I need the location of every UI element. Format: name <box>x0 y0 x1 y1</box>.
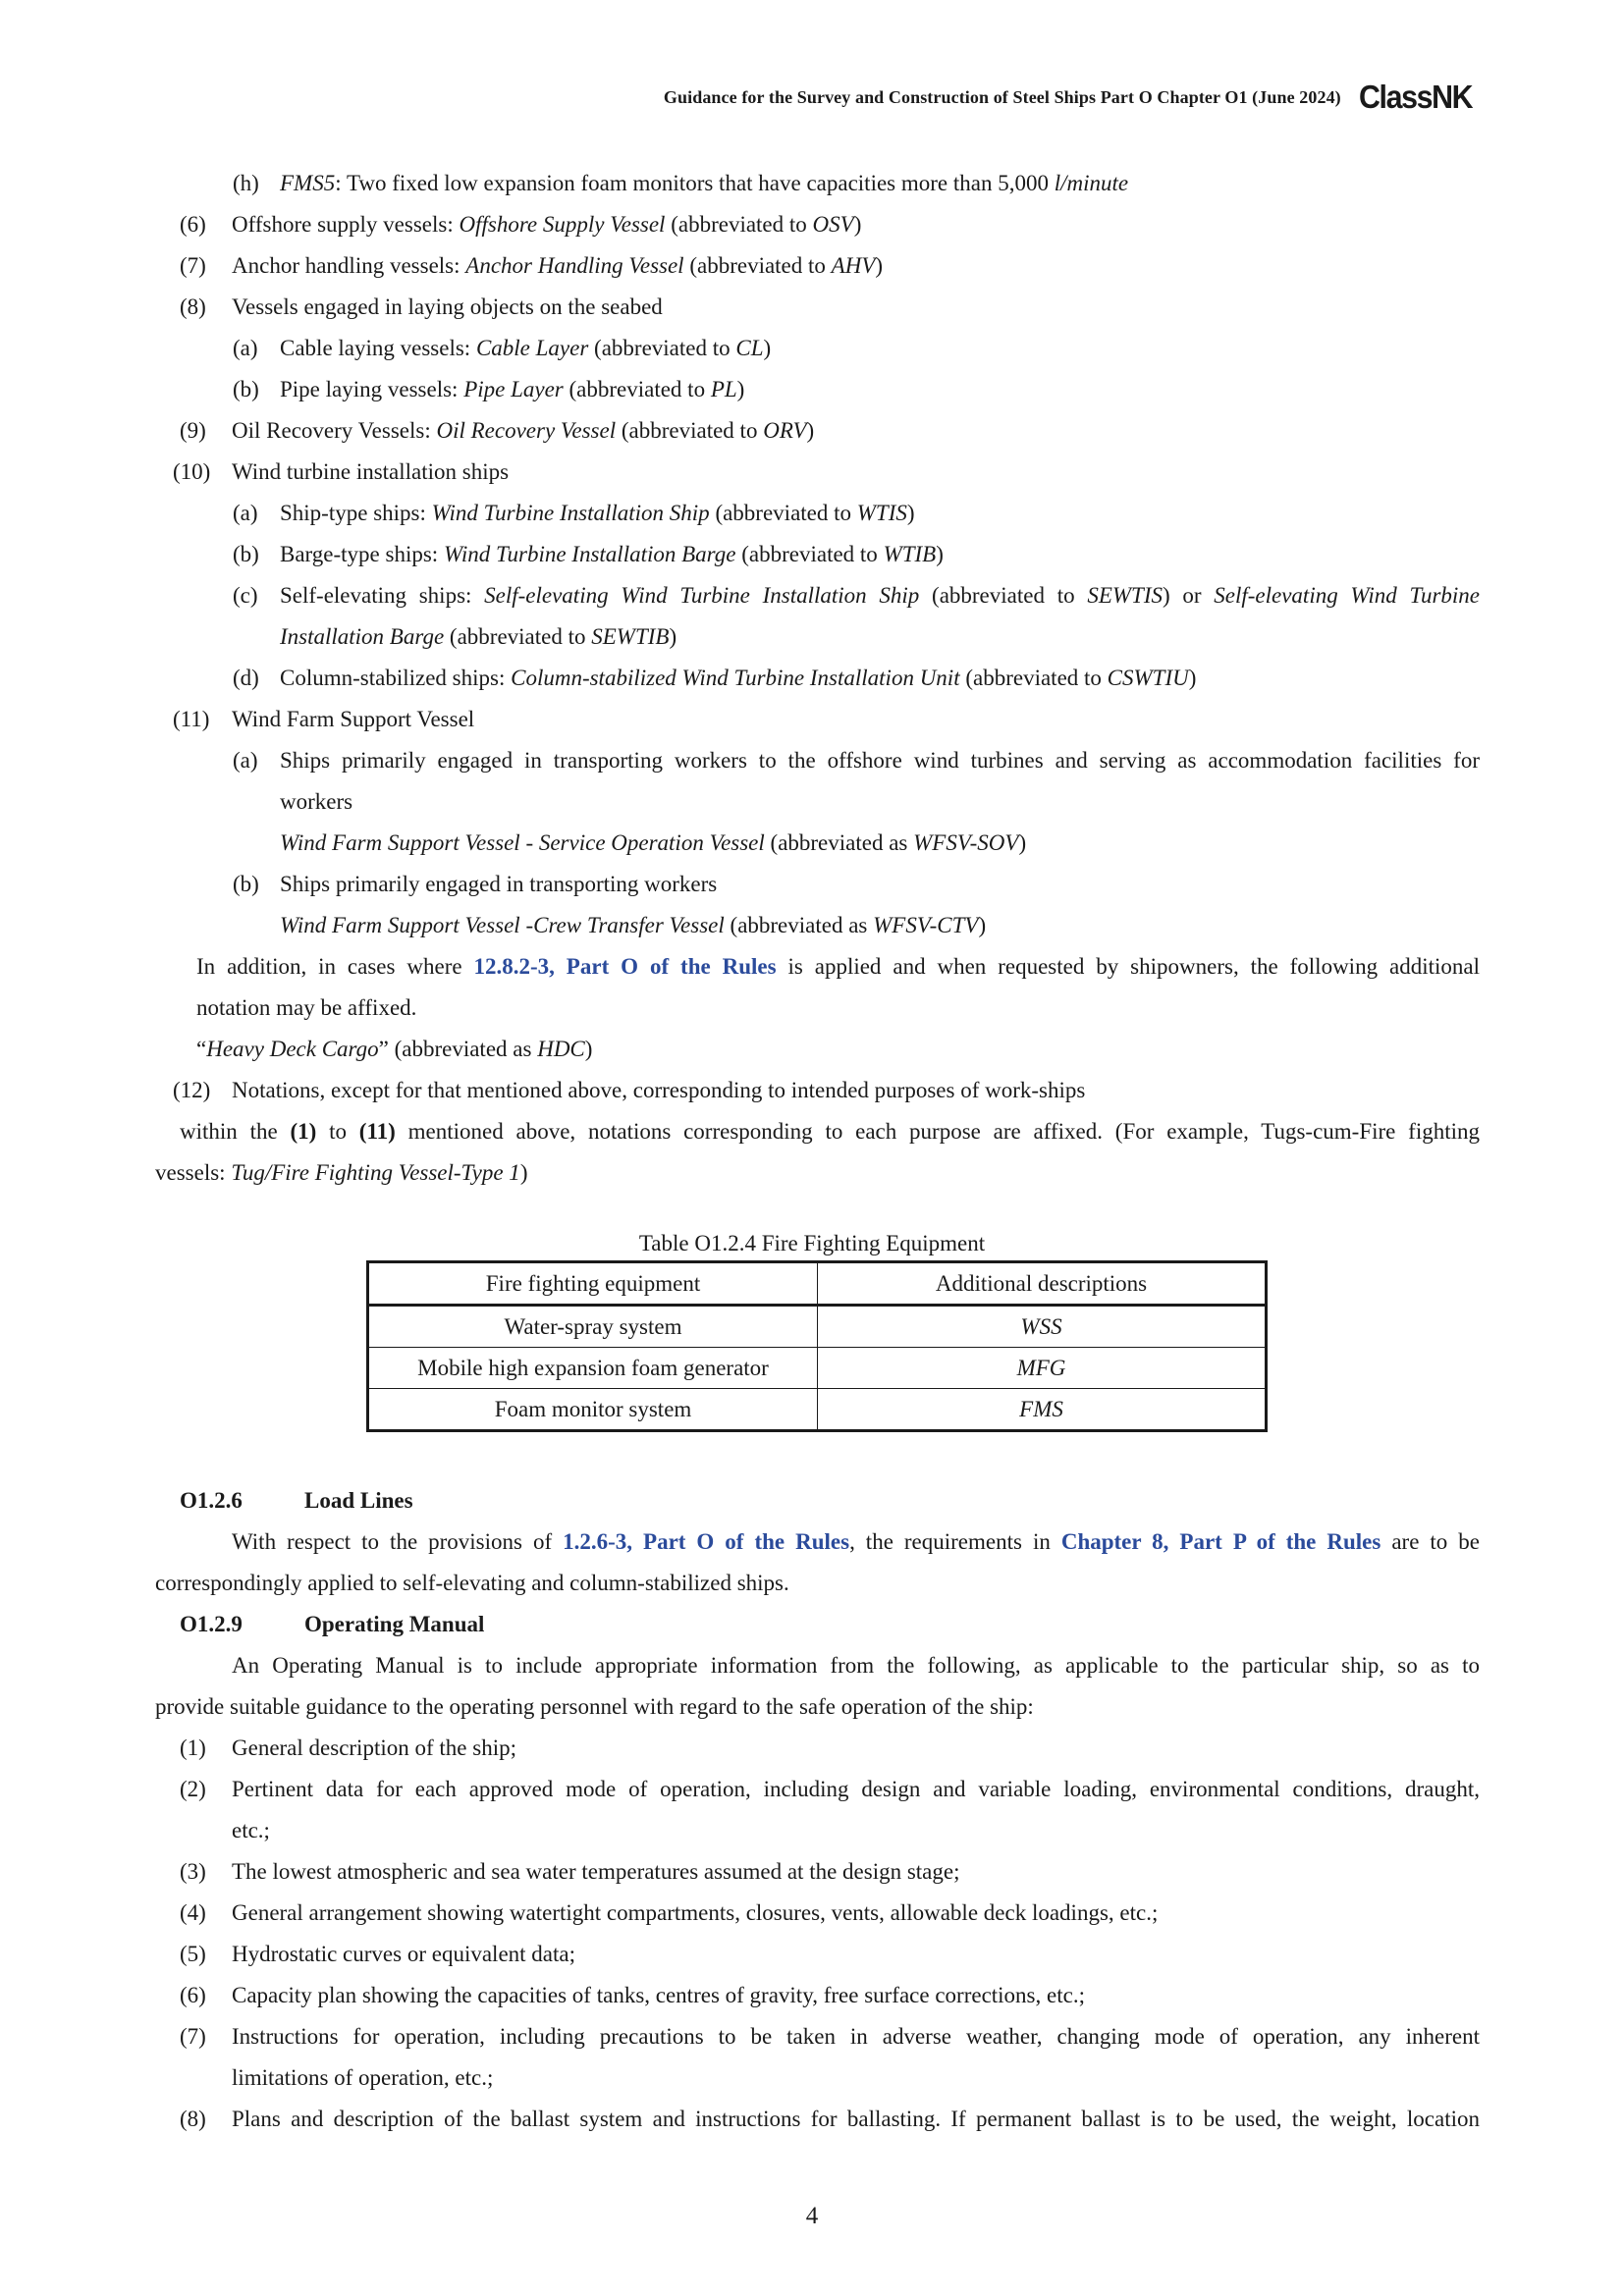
item-10c-name2a: Self-elevating Wind Turbine <box>1214 583 1481 608</box>
item-11b-name: Wind Farm Support Vessel -Crew Transfer Vessel <box>280 913 725 937</box>
section-1-2-9-intro2: provide suitable guidance to the operating personnel with regard to the safe operation of the ship: <box>155 1694 1034 1719</box>
item-11b-end: ) <box>978 913 987 937</box>
item-11b-mid: (abbreviated as <box>724 913 874 937</box>
item-9 <box>232 416 814 446</box>
item-7-name: Anchor Handling Vessel <box>465 253 684 278</box>
item-7-abbr: AHV <box>831 253 876 278</box>
manual-item: Capacity plan showing the capacities of tanks, centres of gravity, free surface corrections, etc.; <box>232 1983 1085 2007</box>
item-11b-text: Ships primarily engaged in transporting workers <box>280 872 718 896</box>
table-cell: WSS <box>818 1306 1267 1348</box>
item-10d-number: (d) <box>233 666 259 690</box>
item-8a-end: ) <box>763 336 772 360</box>
item-8b-abbr: PL <box>710 377 737 401</box>
manual-item: Instructions for operation, including precautions to be taken in adverse weather, changing mode of operation, any inherent <box>232 2024 1480 2049</box>
table-cell: Foam monitor system <box>368 1389 818 1431</box>
item-10d <box>280 664 1196 693</box>
item-12-l3a: vessels: <box>155 1160 232 1185</box>
item-6 <box>232 210 861 240</box>
addition-close-quote: ” (abbreviated as <box>378 1037 538 1061</box>
section-1-2-6-title: Load Lines <box>304 1488 413 1513</box>
manual-item-number: (7) <box>180 2024 206 2049</box>
item-6-end: ) <box>853 212 862 237</box>
rules-link-12-8-2[interactable]: 12.8.2-3, Part O of the Rules <box>473 954 777 979</box>
item-7-mid: (abbreviated to <box>683 253 832 278</box>
item-10b-number: (b) <box>233 542 259 566</box>
item-11a-number: (a) <box>233 748 258 773</box>
rules-link-chapter-8-part-p[interactable]: Chapter 8, Part P of the Rules <box>1060 1529 1381 1554</box>
item-12-example-name: Tug/Fire Fighting Vessel-Type 1 <box>231 1160 520 1185</box>
item-12-l2a: within the <box>180 1119 291 1144</box>
item-8-number: (8) <box>180 294 206 319</box>
item-9-mid: (abbreviated to <box>616 418 764 443</box>
item-10d-mid: (abbreviated to <box>959 666 1108 690</box>
manual-item-number: (4) <box>180 1900 206 1925</box>
section-1-2-6-number: O1.2.6 <box>180 1488 243 1513</box>
classnk-logo: ClassNK <box>1358 79 1472 115</box>
addition-end: ) <box>584 1037 593 1061</box>
table-caption: Table O1.2.4 Fire Fighting Equipment <box>638 1231 986 1255</box>
manual-item-number: (6) <box>180 1983 206 2007</box>
table-row <box>368 1348 1267 1389</box>
item-8a-name: Cable Layer <box>475 336 589 360</box>
item-9-text: Oil Recovery Vessels: <box>232 418 437 443</box>
addition-name: Heavy Deck Cargo <box>206 1037 379 1061</box>
item-10c-abbr: SEWTIS <box>1087 583 1163 608</box>
item-6-text: Offshore supply vessels: <box>232 212 460 237</box>
item-10-text: Wind turbine installation ships <box>232 459 510 484</box>
item-10b-abbr: WTIB <box>883 542 937 566</box>
item-10c-line2 <box>280 622 677 652</box>
item-10d-end: ) <box>1188 666 1197 690</box>
manual-item: Hydrostatic curves or equivalent data; <box>232 1942 575 1966</box>
item-12-line3 <box>155 1158 527 1188</box>
item-10c-or: ) or <box>1162 583 1215 608</box>
item-11b-number: (b) <box>233 872 259 896</box>
section-1-2-6-post: are to be <box>1380 1529 1480 1554</box>
section-1-2-6-mid: , the requirements in <box>849 1529 1061 1554</box>
table-header-equipment: Fire fighting equipment <box>368 1262 818 1306</box>
addition-pre: In addition, in cases where <box>196 954 474 979</box>
item-10a-mid: (abbreviated to <box>709 501 857 525</box>
manual-item-number: (8) <box>180 2107 206 2131</box>
item-11a-line2: workers <box>280 789 353 814</box>
item-8b-end: ) <box>736 377 745 401</box>
item-8-text: Vessels engaged in laying objects on the seabed <box>232 294 663 319</box>
item-6-mid: (abbreviated to <box>665 212 813 237</box>
item-8b-text: Pipe laying vessels: <box>280 377 464 401</box>
item-12-l2c: mentioned above, notations corresponding to each purpose are affixed. (For example, Tugs-cum-Fire fighting <box>395 1119 1480 1144</box>
item-9-name: Oil Recovery Vessel <box>436 418 617 443</box>
item-7-number: (7) <box>180 253 206 278</box>
item-10b-name: Wind Turbine Installation Barge <box>443 542 736 566</box>
item-11a-abbr: WFSV-SOV <box>913 830 1019 855</box>
section-1-2-6-line1 <box>232 1527 1480 1557</box>
item-8a-mid: (abbreviated to <box>588 336 736 360</box>
item-10a-text: Ship-type ships: <box>280 501 432 525</box>
item-10c-name: Self-elevating Wind Turbine Installation Ship <box>484 583 920 608</box>
item-8b-name: Pipe Layer <box>463 377 564 401</box>
item-10c-abbr2: SEWTIB <box>591 624 670 649</box>
item-12-ref1: (1) <box>290 1119 317 1144</box>
fire-fighting-table <box>366 1260 1268 1432</box>
item-10a-name: Wind Turbine Installation Ship <box>431 501 710 525</box>
table-cell: MFG <box>818 1348 1267 1389</box>
item-10c-number: (c) <box>233 583 258 608</box>
page-number: 4 <box>805 2203 819 2229</box>
item-10c-text: Self-elevating ships: <box>280 583 485 608</box>
item-11a-name: Wind Farm Support Vessel - Service Operation Vessel <box>280 830 765 855</box>
item-11a-mid: (abbreviated as <box>764 830 914 855</box>
manual-item: General arrangement showing watertight compartments, closures, vents, allowable deck loadings, etc.; <box>232 1900 1159 1925</box>
item-11a-notation <box>280 828 1026 858</box>
manual-item-number: (1) <box>180 1735 206 1760</box>
item-12-line2 <box>180 1117 1480 1147</box>
item-10d-name: Column-stabilized Wind Turbine Installation Unit <box>511 666 960 690</box>
item-6-name: Offshore Supply Vessel <box>459 212 666 237</box>
item-12-l2b: to <box>316 1119 359 1144</box>
item-8b-number: (b) <box>233 377 259 401</box>
section-1-2-9-number: O1.2.9 <box>180 1612 243 1636</box>
addition-abbr: HDC <box>537 1037 585 1061</box>
item-7-text: Anchor handling vessels: <box>232 253 466 278</box>
item-11-number: (11) <box>173 707 210 731</box>
item-10b-text: Barge-type ships: <box>280 542 444 566</box>
item-10b-end: ) <box>936 542 944 566</box>
item-12-l3end: ) <box>519 1160 528 1185</box>
manual-item: General description of the ship; <box>232 1735 516 1760</box>
item-12-ref2: (11) <box>358 1119 396 1144</box>
section-1-2-9-title: Operating Manual <box>304 1612 485 1636</box>
item-12-number: (12) <box>173 1078 211 1102</box>
item-9-abbr: ORV <box>763 418 807 443</box>
item-h-unit: l/minute <box>1054 171 1129 195</box>
item-h <box>280 169 1128 198</box>
item-11a-line1: Ships primarily engaged in transporting workers to the offshore wind turbines and serving as accommodation facilities for <box>280 748 1480 773</box>
manual-item: Pertinent data for each approved mode of operation, including design and variable loading, environmental conditions, draught, <box>232 1777 1480 1801</box>
item-9-end: ) <box>806 418 815 443</box>
manual-item: Plans and description of the ballast system and instructions for ballasting. If permanent ballast is to be used, the weight, location <box>232 2107 1480 2131</box>
table-cell: Mobile high expansion foam generator <box>368 1348 818 1389</box>
item-11a-end: ) <box>1018 830 1027 855</box>
header-title: Guidance for the Survey and Construction of Steel Ships Part O Chapter O1 (June 2024) <box>663 86 1341 107</box>
manual-item-number: (2) <box>180 1777 206 1801</box>
table-cell: Water-spray system <box>368 1306 818 1348</box>
item-6-number: (6) <box>180 212 206 237</box>
section-1-2-9-intro1: An Operating Manual is to include appropriate information from the following, as applicable to the particular ship, so as to <box>232 1653 1480 1678</box>
item-10c-mid2: (abbreviated to <box>444 624 592 649</box>
item-6-abbr: OSV <box>812 212 854 237</box>
addition-post: is applied and when requested by shipowners, the following additional <box>776 954 1480 979</box>
table-header-row <box>368 1262 1267 1306</box>
item-10a-number: (a) <box>233 501 258 525</box>
section-1-2-6-pre: With respect to the provisions of <box>232 1529 564 1554</box>
page-header <box>664 79 1482 116</box>
manual-item-cont: limitations of operation, etc.; <box>232 2065 494 2090</box>
section-1-2-6-line2: correspondingly applied to self-elevating and column-stabilized ships. <box>155 1571 789 1595</box>
item-8b <box>280 375 744 404</box>
table-row <box>368 1389 1267 1431</box>
item-8a <box>280 334 771 363</box>
item-7-end: ) <box>875 253 884 278</box>
item-10b <box>280 540 944 569</box>
item-10a-abbr: WTIS <box>856 501 907 525</box>
item-h-name: FMS5 <box>280 171 336 195</box>
item-10d-text: Column-stabilized ships: <box>280 666 512 690</box>
item-8a-number: (a) <box>233 336 258 360</box>
rules-link-1-2-6[interactable]: 1.2.6-3, Part O of the Rules <box>563 1529 850 1554</box>
table-cell: FMS <box>818 1389 1267 1431</box>
item-10d-abbr: CSWTIU <box>1107 666 1189 690</box>
table-row <box>368 1306 1267 1348</box>
manual-item-cont: etc.; <box>232 1818 270 1842</box>
addition-line1 <box>196 952 1480 982</box>
item-8a-text: Cable laying vessels: <box>280 336 476 360</box>
addition-open-quote: “ <box>196 1037 207 1061</box>
item-10b-mid: (abbreviated to <box>735 542 884 566</box>
item-h-number: (h) <box>233 171 259 195</box>
item-10c-mid: (abbreviated to <box>932 583 1088 608</box>
addition-notation <box>196 1035 592 1064</box>
item-9-number: (9) <box>180 418 206 443</box>
item-10c-name2b: Installation Barge <box>280 624 445 649</box>
item-10c-end: ) <box>669 624 677 649</box>
addition-line2: notation may be affixed. <box>196 995 417 1020</box>
item-h-text: : Two fixed low expansion foam monitors that have capacities more than 5,000 <box>335 171 1055 195</box>
item-7 <box>232 251 883 281</box>
item-8a-abbr: CL <box>735 336 764 360</box>
item-10a <box>280 499 915 528</box>
item-10a-end: ) <box>906 501 915 525</box>
item-10-number: (10) <box>173 459 211 484</box>
table-header-descriptions: Additional descriptions <box>818 1262 1267 1306</box>
manual-item: The lowest atmospheric and sea water temperatures assumed at the design stage; <box>232 1859 960 1884</box>
item-12-text: Notations, except for that mentioned above, corresponding to intended purposes of work-ships <box>232 1078 1086 1102</box>
item-10c-line1 <box>280 581 1480 611</box>
item-11b-abbr: WFSV-CTV <box>873 913 979 937</box>
item-11b-notation <box>280 911 986 940</box>
manual-item-number: (5) <box>180 1942 206 1966</box>
manual-item-number: (3) <box>180 1859 206 1884</box>
item-8b-mid: (abbreviated to <box>563 377 711 401</box>
item-11-text: Wind Farm Support Vessel <box>232 707 475 731</box>
